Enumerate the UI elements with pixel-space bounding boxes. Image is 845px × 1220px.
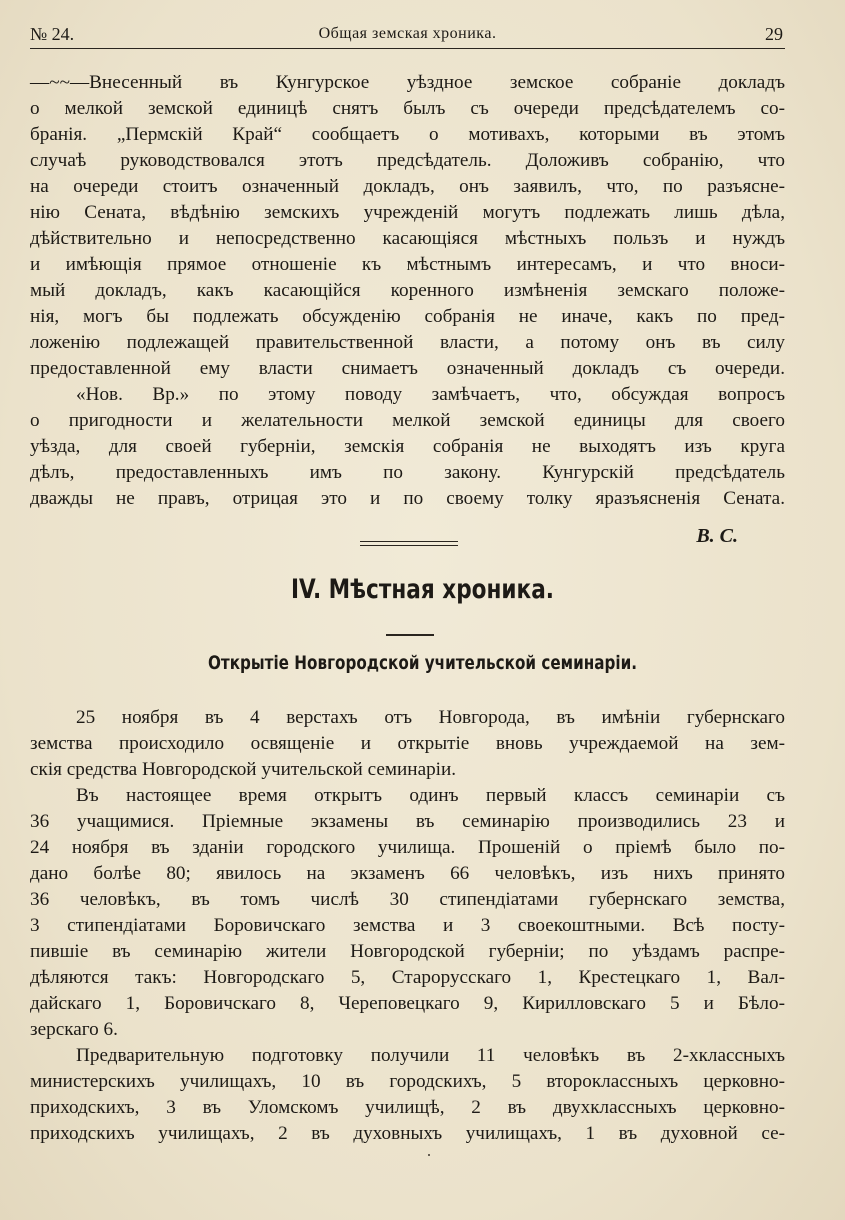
text-line: 3 стипендіатами Боровичскаго земства и 3 своекоштными. Всѣ посту- <box>30 915 785 936</box>
issue-number: № 24. <box>30 24 75 44</box>
text-line: случаѣ руководствовался этотъ предсѣдатель. Доложивъ собранію, что <box>30 150 785 171</box>
text-line: и имѣющія прямое отношеніе къ мѣстнымъ интересамъ, и что вноси- <box>30 254 785 275</box>
text-line: дано болѣе 80; явилось на экзаменъ 66 человѣкъ, изъ нихъ принято <box>30 863 785 884</box>
text-line: дѣлъ, предоставленныхъ имъ по закону. Кунгурскій предсѣдатель <box>30 462 785 483</box>
text-line: 25 ноября въ 4 верстахъ отъ Новгорода, въ имѣніи губернскаго <box>76 707 785 728</box>
text-line: дѣляются такъ: Новгородскаго 5, Старорусскаго 1, Крестецкаго 1, Вал- <box>30 967 785 988</box>
heading-rule <box>386 634 434 636</box>
text-line: дважды не правъ, отрицая это и по своему толку яразъясненія Сената. <box>30 488 785 509</box>
author-signature: В. С. <box>696 525 738 547</box>
text-line: пившіе въ семинарію жители Новгородской губерніи; по уѣздамъ распре- <box>30 941 785 962</box>
running-title: Общая земская хроника. <box>318 25 497 42</box>
text-line: на очереди стоитъ означенный докладъ, онъ заявилъ, что, по разъясне- <box>30 176 785 197</box>
text-line: скія средства Новгородской учительской семинаріи. <box>30 759 457 780</box>
text-line: бранія. „Пермскій Край“ сообщаетъ о мотивахъ, которыми въ этомъ <box>30 124 785 145</box>
text-line: Предварительную подготовку получили 11 человѣкъ въ 2-хклассныхъ <box>76 1045 785 1066</box>
text-line: ложенію подлежащей правительственной власти, а потому онъ въ силу <box>30 332 785 353</box>
text-line: приходскихъ училищахъ, 2 въ духовныхъ училищахъ, 1 въ духовной се- <box>30 1123 785 1144</box>
section-heading: IV. Мѣстная хроника. <box>290 574 555 605</box>
text-line: министерскихъ училищахъ, 10 въ городскихъ, 5 второклассныхъ церковно- <box>30 1071 785 1092</box>
text-line: уѣзда, для своей губерніи, земскія собранія не выходятъ изъ круга <box>30 436 785 457</box>
text-line: нія, могъ бы подлежать обсужденію собранія не иначе, какъ по пред- <box>30 306 785 327</box>
text-line: приходскихъ, 3 въ Уломскомъ училищѣ, 2 въ двухклассныхъ церковно- <box>30 1097 785 1118</box>
text-line: дайскаго 1, Боровичскаго 8, Череповецкаго 9, Кирилловскаго 5 и Бѣло- <box>30 993 785 1014</box>
page-header <box>30 22 785 49</box>
text-line: мый докладъ, какъ касающійся коренного измѣненія земскаго положе- <box>30 280 785 301</box>
text-line: зерскаго 6. <box>30 1019 118 1040</box>
text-line: 36 учащимися. Пріемные экзамены въ семинарію производились 23 и <box>30 811 785 832</box>
article-heading: Открытіе Новгородской учительской семинаріи. <box>207 652 638 674</box>
print-speck <box>428 1154 430 1156</box>
text-line: 36 человѣкъ, въ томъ числѣ 30 стипендіатами губернскаго земства, <box>30 889 785 910</box>
text-line: о пригодности и желательности мелкой земской единицы для своего <box>30 410 785 431</box>
text-line: дѣйствительно и непосредственно касающіяся мѣстныхъ пользъ и нуждъ <box>30 228 785 249</box>
text-line: Въ настоящее время открытъ одинъ первый классъ семинаріи съ <box>76 785 785 806</box>
text-line: о мелкой земской единицѣ снятъ былъ съ очереди предсѣдателемъ со- <box>30 98 785 119</box>
text-line: предоставленной ему власти снимаетъ означенный докладъ съ очереди. <box>30 358 785 379</box>
text-line: 24 ноября въ зданіи городского училища. Прошеній о пріемѣ было по- <box>30 837 785 858</box>
text-line: нію Сената, вѣдѣнію земскихъ учрежденій могутъ подлежать лишь дѣла, <box>30 202 785 223</box>
text-line: «Нов. Вр.» по этому поводу замѣчаетъ, что, обсуждая вопросъ <box>76 384 785 405</box>
double-rule-divider <box>360 541 458 546</box>
text-line: земства происходило освященіе и открытіе вновь учреждаемой на зем- <box>30 733 785 754</box>
page-number: 29 <box>765 24 783 44</box>
text-line: —~~—Внесенный въ Кунгурское уѣздное земское собраніе докладъ <box>30 72 785 93</box>
